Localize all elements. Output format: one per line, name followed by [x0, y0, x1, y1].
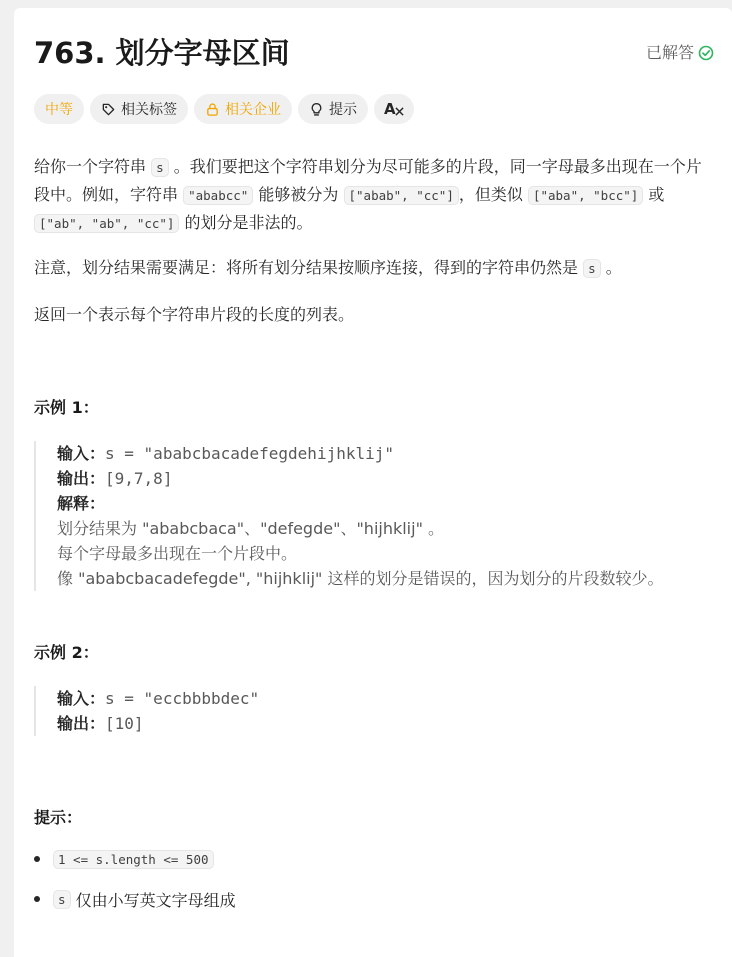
tag-icon	[101, 102, 116, 117]
list-item	[34, 879, 714, 919]
check-circle-icon	[698, 45, 714, 61]
description-paragraph-2: 注意，划分结果需要满足：将所有划分结果按顺序连接，得到的字符串仍然是 s 。	[34, 258, 622, 277]
inline-code: ["aba", "bcc"]	[528, 186, 643, 205]
constraints-list	[34, 839, 714, 919]
example-2-output: 输出：[10]	[57, 714, 144, 733]
inline-code: ["ab", "ab", "cc"]	[34, 214, 179, 233]
title-row	[34, 32, 714, 74]
related-tags-label: 相关标签	[121, 102, 177, 118]
inline-code: s	[583, 259, 601, 278]
constraints-heading: 提示：	[34, 808, 83, 827]
inline-code: 1 <= s.length <= 500	[53, 850, 214, 869]
problem-title: 763. 划分字母区间	[34, 36, 290, 70]
difficulty-label: 中等	[45, 102, 73, 118]
example-1-input: 输入：s = "ababcbacadefegdehijhklij"	[57, 444, 394, 463]
inline-code: s	[151, 158, 169, 177]
example-2-block	[34, 686, 714, 736]
translate-icon: A	[384, 100, 404, 118]
bullet-dot	[34, 896, 40, 902]
solved-status[interactable]	[646, 43, 714, 63]
lightbulb-icon	[309, 102, 324, 117]
example-2-input: 输入：s = "eccbbbbdec"	[57, 689, 260, 708]
problem-panel	[14, 8, 732, 957]
example-1-heading: 示例 1：	[34, 398, 99, 417]
tag-bar	[34, 94, 414, 124]
example-2-heading: 示例 2：	[34, 643, 99, 662]
difficulty-badge[interactable]	[34, 94, 84, 124]
translate-button[interactable]	[374, 94, 414, 124]
solved-label: 已解答	[645, 43, 694, 62]
inline-code: ["abab", "cc"]	[344, 186, 459, 205]
inline-code: "ababcc"	[183, 186, 253, 205]
description-paragraph-3: 返回一个表示每个字符串片段的长度的列表。	[34, 305, 355, 324]
lock-icon	[205, 102, 220, 117]
related-companies-label: 相关企业	[225, 102, 281, 118]
hint-button[interactable]	[298, 94, 368, 124]
constraint-text: 仅由小写英文字母组成	[70, 890, 236, 910]
bullet-dot	[34, 856, 40, 862]
example-1-explanation-label: 解释：	[57, 494, 106, 513]
description-paragraph-1: 给你一个字符串 s 。我们要把这个字符串划分为尽可能多的片段，同一字母最多出现在一个片段中。例如，字符串 "ababcc" 能够被分为 ["abab", "cc"] ，但类似 ["aba", "bcc"] 或 ["ab", "ab", "cc"] 的划分是非法的。	[34, 157, 702, 232]
example-1-output: 输出：[9,7,8]	[57, 469, 173, 488]
related-tags-button[interactable]	[90, 94, 188, 124]
example-1-explanation-line: 像 "ababcbacadefegde", "hijhklij" 这样的划分是错误的，因为划分的片段数较少。	[57, 569, 664, 588]
inline-code: s	[53, 890, 71, 909]
hint-label: 提示	[329, 102, 357, 118]
example-1-explanation-line: 划分结果为 "ababcbaca"、"defegde"、"hijhklij" 。	[57, 519, 445, 538]
example-1-explanation-line: 每个字母最多出现在一个片段中。	[57, 544, 298, 563]
list-item	[34, 839, 714, 879]
example-1-block	[34, 441, 714, 591]
related-companies-button[interactable]	[194, 94, 292, 124]
